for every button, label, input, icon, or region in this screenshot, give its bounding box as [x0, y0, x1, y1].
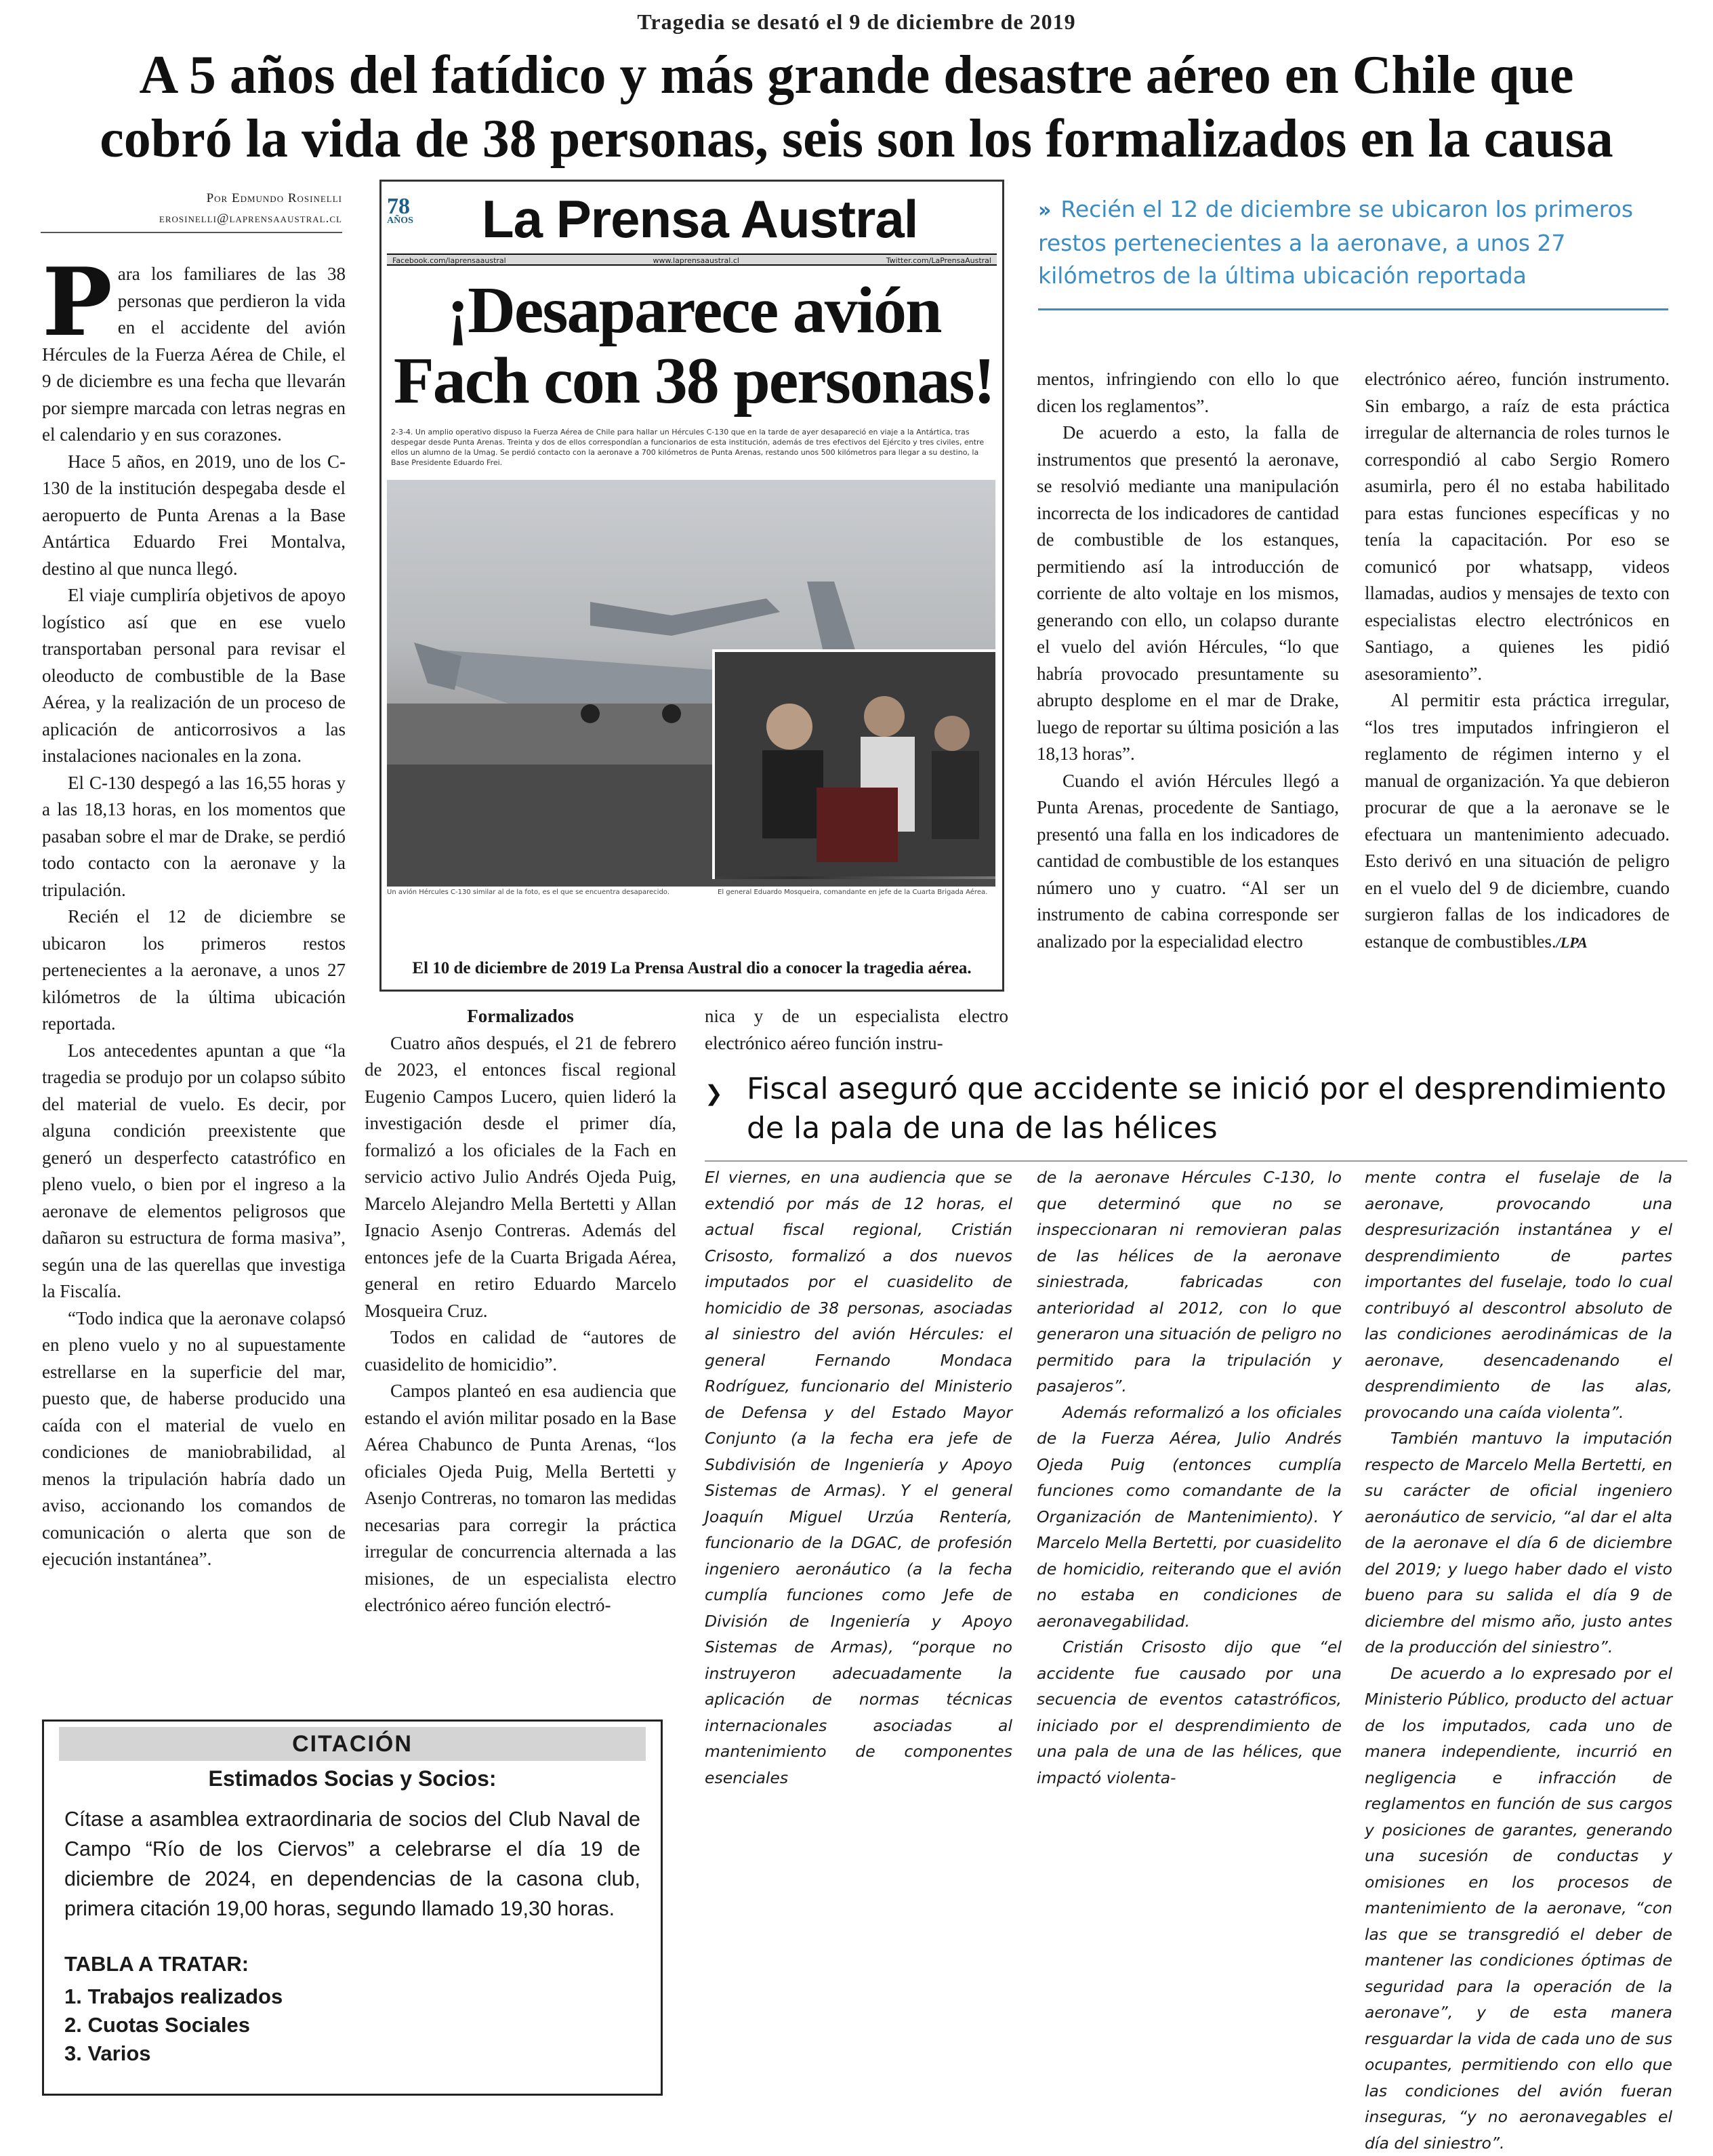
s2-col2-paragraph-3: Cristián Crisosto dijo que “el accidente fue causado por una secuencia de eventos catastróficos, iniciado por el desprendimiento de una pala de una de las hélices, que impactó violenta- — [1037, 1634, 1342, 1791]
citacion-greeting: Estimados Socias y Socios: — [59, 1766, 646, 1791]
col1-paragraph-1: Para los familiares de las 38 personas que perdieron la vida en el accidente del avión Hércules de la Fuerza Aérea de Chile, el 9 de diciembre es una fecha que llevarán por siempre marcada con letras negras en el calendario y en sus corazones. — [42, 261, 346, 449]
double-chevron-icon: » — [1038, 199, 1051, 222]
citacion-tabla-label: TABLA A TRATAR: — [64, 1952, 249, 1976]
pull-quote — [1038, 193, 1668, 292]
s2-col3-paragraph-3: De acuerdo a lo expresado por el Ministerio Público, producto del actuar de los imputados, cada uno de manera independiente, incurrió en negligencia e infracción de reglamentos en función de sus cargos y posiciones de garantes, generando una sucesión de conductas y omisiones en los procesos de mantenimiento de la aeronave, “con las que se transgredió el deber de mantener las condiciones óptimas de seguridad para la operación de la aeronave”, y de esta manera resguardar la vida de cada uno de sus ocupantes, permitiendo con ello que las condiciones del avión fueran inseguras, “y no aeronavegables el día del siniestro”. — [1365, 1661, 1672, 2156]
col1-paragraph-3: El viaje cumpliría objetivos de apoyo logístico así que en ese vuelo transportaban personal para revisar el oleoducto de combustible de la Base Aérea, y la realización de un proceso de aplicación de anticorrosivos a las instalaciones nacionales en la zona. — [42, 582, 346, 770]
citacion-agenda — [64, 1982, 283, 2068]
col3-paragraph-1: nica y de un especialista electro electrónico aéreo función instru- — [705, 1003, 1008, 1057]
col4-paragraph-1: mentos, infringiendo con ello lo que dicen los reglamentos”. — [1037, 366, 1339, 420]
col2-paragraph-2: Todos en calidad de “autores de cuasidelito de homicidio”. — [365, 1324, 676, 1378]
col2-paragraph-1: Cuatro años después, el 21 de febrero de 2023, el entonces fiscal regional Eugenio Campos Lucero, quien lideró la investigación desde el primer día, formalizó a los oficiales de la Fach en servicio activo Julio Andrés Ojeda Puig, Marcelo Alejandro Mella Bertetti y Allan Ignacio Asenjo Contreras. Además del entonces jefe de la Cuarta Brigada Aérea, general en retiro Eduardo Marcelo Mosqueira Cruz. — [365, 1030, 676, 1325]
s2-col2-paragraph-1: de la aeronave Hércules C-130, lo que determinó que no se inspeccionaran ni removieran palas de las hélices de la aeronave siniestrada, fabricadas con anterioridad al 2012, con lo que generaron una situación de peligro no permitido para la tripulación y pasajeros”. — [1037, 1164, 1342, 1400]
press-conference-photo — [712, 649, 995, 879]
s2-col3-paragraph-2: También mantuvo la imputación respecto de Marcelo Mella Bertetti, en su carácter de oficial ingeniero aeronáutico de servicio, “al dar el alta de la aeronave el día 6 de diciembre del 2019; y luego haber dado el visto bueno para su salida el día 9 de diciembre del mismo año, justo antes de la producción del siniestro”. — [1365, 1425, 1672, 1661]
photo-caption-left: Un avión Hércules C-130 similar al de la foto, es el que se encuentra desaparecido. — [387, 889, 669, 896]
section-2-headline: ❯ Fiscal aseguró que accidente se inició por el desprendimiento de la pala de una de las hélices — [705, 1070, 1687, 1148]
agenda-item: 3. Varios — [64, 2039, 283, 2068]
pull-quote-rule — [1038, 308, 1668, 310]
clipping-caption: El 10 de diciembre de 2019 La Prensa Austral dio a conocer la tragedia aérea. — [379, 959, 1004, 978]
article-column-3 — [705, 1003, 1008, 1057]
col1-paragraph-6: Los antecedentes apuntan a que “la tragedia se produjo por un colapso súbito del material de vuelo. Es decir, por alguna condición preexistente que generó un desperfecto catastrófico en pleno vuelo, o bien por el ingreso a la aeronave de elementos peligrosos que dañaron su estructura de forma masiva”, según una de las querellas que investiga la Fiscalía. — [42, 1038, 346, 1305]
headline-line-1: A 5 años del fatídico y más grande desastre aéreo en Chile que — [27, 43, 1686, 107]
anniversary-logo: 78 AÑOS — [387, 194, 489, 243]
headline-line-2: cobró la vida de 38 personas, seis son los formalizados en la causa — [27, 107, 1686, 171]
plane-photo — [387, 480, 995, 887]
section-2-column-3 — [1365, 1164, 1672, 2156]
signature: /LPA — [1556, 934, 1588, 951]
s2-col2-paragraph-2: Además reformalizó a los oficiales de la Fuerza Aérea, Julio Andrés Ojeda Puig (entonces cumplía funciones como comandante de la Organización de Mantenimiento). Y Marcelo Mella Bertetti, por cuasidelito de homicidio, reiterando que el avión no estaba en condiciones de aeronavegabilidad. — [1037, 1400, 1342, 1635]
page-headline — [27, 43, 1686, 171]
photo-captions — [387, 888, 995, 897]
masthead-strip — [387, 253, 997, 266]
agenda-item: 2. Cuotas Sociales — [64, 2011, 283, 2039]
pull-quote-text: Recién el 12 de diciembre se ubicaron los primeros restos pertenecientes a la aeronave, a unos 27 kilómetros de la última ubicación reportada — [1038, 196, 1633, 289]
article-column-5 — [1365, 366, 1670, 956]
agenda-item: 1. Trabajos realizados — [64, 1982, 283, 2011]
col5-paragraph-2: Al permitir esta práctica irregular, “los tres imputados infringieron el reglamento de régimen interno y el manual de organización. Ya que debieron procurar de que a la aeronave se le efectuara un mantenimiento adecuado. Esto derivó en una situación de peligro en el vuelo del 9 de diciembre, cuando surgieron fallas de los indicadores de estanque de combustibles./LPA — [1365, 687, 1670, 956]
article-column-1 — [42, 261, 346, 1573]
article-column-4 — [1037, 366, 1339, 955]
byline-author: Por Edmundo Rosinelli — [207, 191, 342, 205]
newspaper-clipping — [379, 180, 1004, 992]
clipping-lede: 2-3-4. Un amplio operativo dispuso la Fuerza Aérea de Chile para hallar un Hércules C-130 que en la tarde de ayer desapareció en viaje a la Antártica, tras despegar desde Punta Arenas. Treinta y dos de ellos correspondían a funcionarios de esta institución, además de tres efectivos del Ejército y tres civiles, entre ellos un alumno de la Umag. Se perdió contacto con la aeronave a 700 kilómetros de Punta Arenas, restando unos 500 kilómetros para llegar a su destino, la Base Presidente Eduardo Frei. — [391, 427, 994, 468]
clipping-headline: ¡Desaparece avión Fach con 38 personas! — [381, 275, 1004, 416]
byline-email[interactable]: erosinelli@laprensaaustral.cl — [41, 209, 342, 233]
col5-paragraph-1: electrónico aéreo, función instrumento. Sin embargo, a raíz de esta práctica irregular de alternancia de roles turnos le correspondió al cabo Sergio Romero asumirla, pero él no estaba habilitado para estas funciones específicas y no tenía la capacitación. Por eso se comunicó por whatsapp, videos llamadas, audios y mensajes de texto con especialistas electro electrónicos en Santiago, a quienes les pidió asesoramiento”. — [1365, 366, 1670, 687]
photo-caption-right: El general Eduardo Mosqueira, comandante en jefe de la Cuarta Brigada Aérea. — [718, 888, 995, 897]
chevron-right-icon: ❯ — [705, 1074, 723, 1113]
byline — [41, 188, 342, 233]
masthead-title: La Prensa Austral — [482, 188, 917, 250]
kicker: Tragedia se desató el 9 de diciembre de 2019 — [0, 9, 1713, 35]
section-2-column-1 — [705, 1164, 1012, 1791]
col4-paragraph-2: De acuerdo a esto, la falla de instrumentos que presentó la aeronave, se resolvió mediante una manipulación incorrecta de los indicadores de cantidad de combustible de los estanques, permitiendo así la introducción de corriente de alto voltaje en los mismos, generando con ello, un colapso durante el vuelo del avión Hércules, “lo que habría provocado presuntamente su abrupto desplome en el mar de Drake, luego de reportar su última posición a las 18,13 horas”. — [1037, 420, 1339, 768]
col4-paragraph-3: Cuando el avión Hércules llegó a Punta Arenas, procedente de Santiago, presentó una falla en los indicadores de cantidad de combustible de los estanques número uno y cuatro. “Al ser un instrumento de cabina corresponde ser analizado por la especialidad electro — [1037, 768, 1339, 956]
citacion-body: Cítase a asamblea extraordinaria de socios del Club Naval de Campo “Río de los Ciervos” a celebrarse el día 19 de diciembre de 2024, en dependencias de la casona club, primera citación 19,00 horas, segundo llamado 19,30 horas. — [64, 1804, 640, 1924]
col1-paragraph-2: Hace 5 años, en 2019, uno de los C-130 de la institución despegaba desde el aeropuerto de Punta Arenas a la Base Antártica Eduardo Frei Montalva, destino al que nunca llegó. — [42, 449, 346, 583]
subhead-formalizados: Formalizados — [365, 1003, 676, 1030]
section-2-rule — [705, 1160, 1687, 1162]
citacion-notice — [42, 1720, 663, 2096]
strip-website: www.laprensaaustral.cl — [653, 255, 739, 264]
col1-paragraph-4: El C-130 despegó a las 16,55 horas y a las 18,13 horas, en los momentos que pasaban sobre el mar de Drake, se perdió todo contacto con la aeronave y la tripulación. — [42, 770, 346, 904]
section-2-column-2 — [1037, 1164, 1342, 1791]
col2-paragraph-3: Campos planteó en esa audiencia que estando el avión militar posado en la Base Aérea Chabunco de Punta Arenas, “los oficiales Ojeda Puig, Mella Bertetti y Asenjo Contreras, no tomaron las medidas necesarias para corregir la práctica irregular de concurrencia alternada a las misiones, de un especialista electro electrónico aéreo función electró- — [365, 1378, 676, 1619]
col1-paragraph-5: Recién el 12 de diciembre se ubicaron los primeros restos pertenecientes a la aeronave, a unos 27 kilómetros de la última ubicación reportada. — [42, 903, 346, 1038]
article-column-2 — [365, 1003, 676, 1619]
strip-twitter: Twitter.com/LaPrensaAustral — [886, 255, 991, 264]
s2-col3-paragraph-1: mente contra el fuselaje de la aeronave, provocando una despresurización instantánea y el desprendimiento de partes importantes del fuselaje, todo lo cual contribuyó al descontrol absoluto de las condiciones aerodinámicas de la aeronave, desencadenando el desprendimiento de las alas, provocando una caída violenta”. — [1365, 1164, 1672, 1425]
drop-cap: P — [42, 264, 112, 341]
col1-paragraph-7: “Todo indica que la aeronave colapsó en pleno vuelo y no al supuestamente estrellarse en la superficie del mar, puesto que, de haberse producido una caída con el material de vuelo en condiciones de maniobrabilidad, al menos la tripulación habría dado un aviso, accionando los comandos de comunicación o alerta que son de ejecución instantánea”. — [42, 1305, 346, 1573]
s2-col1-paragraph-1: El viernes, en una audiencia que se extendió por más de 12 horas, el actual fiscal regional, Cristián Crisosto, formalizó a dos nuevos imputados por el cuasidelito de homicidio de 38 personas, asociadas al siniestro del avión Hércules: el general Fernando Mondaca Rodríguez, funcionario del Ministerio de Defensa y del Estado Mayor Conjunto (a la fecha era jefe de Subdivisión de Ingeniería y Apoyo Sistemas de Armas). Y el general Joaquín Miguel Urzúa Rentería, funcionario de la DGAC, de profesión ingeniero aeronáutico (a la fecha cumplía funciones como Jefe de División de Ingeniería y Apoyo Sistemas de Armas), “porque no instruyeron adecuadamente la aplicación de normas técnicas internacionales asociadas al mantenimiento de componentes esenciales — [705, 1164, 1012, 1791]
clipping-masthead — [387, 188, 997, 270]
strip-facebook: Facebook.com/laprensaaustral — [392, 255, 506, 264]
citacion-title: CITACIÓN — [59, 1727, 646, 1761]
